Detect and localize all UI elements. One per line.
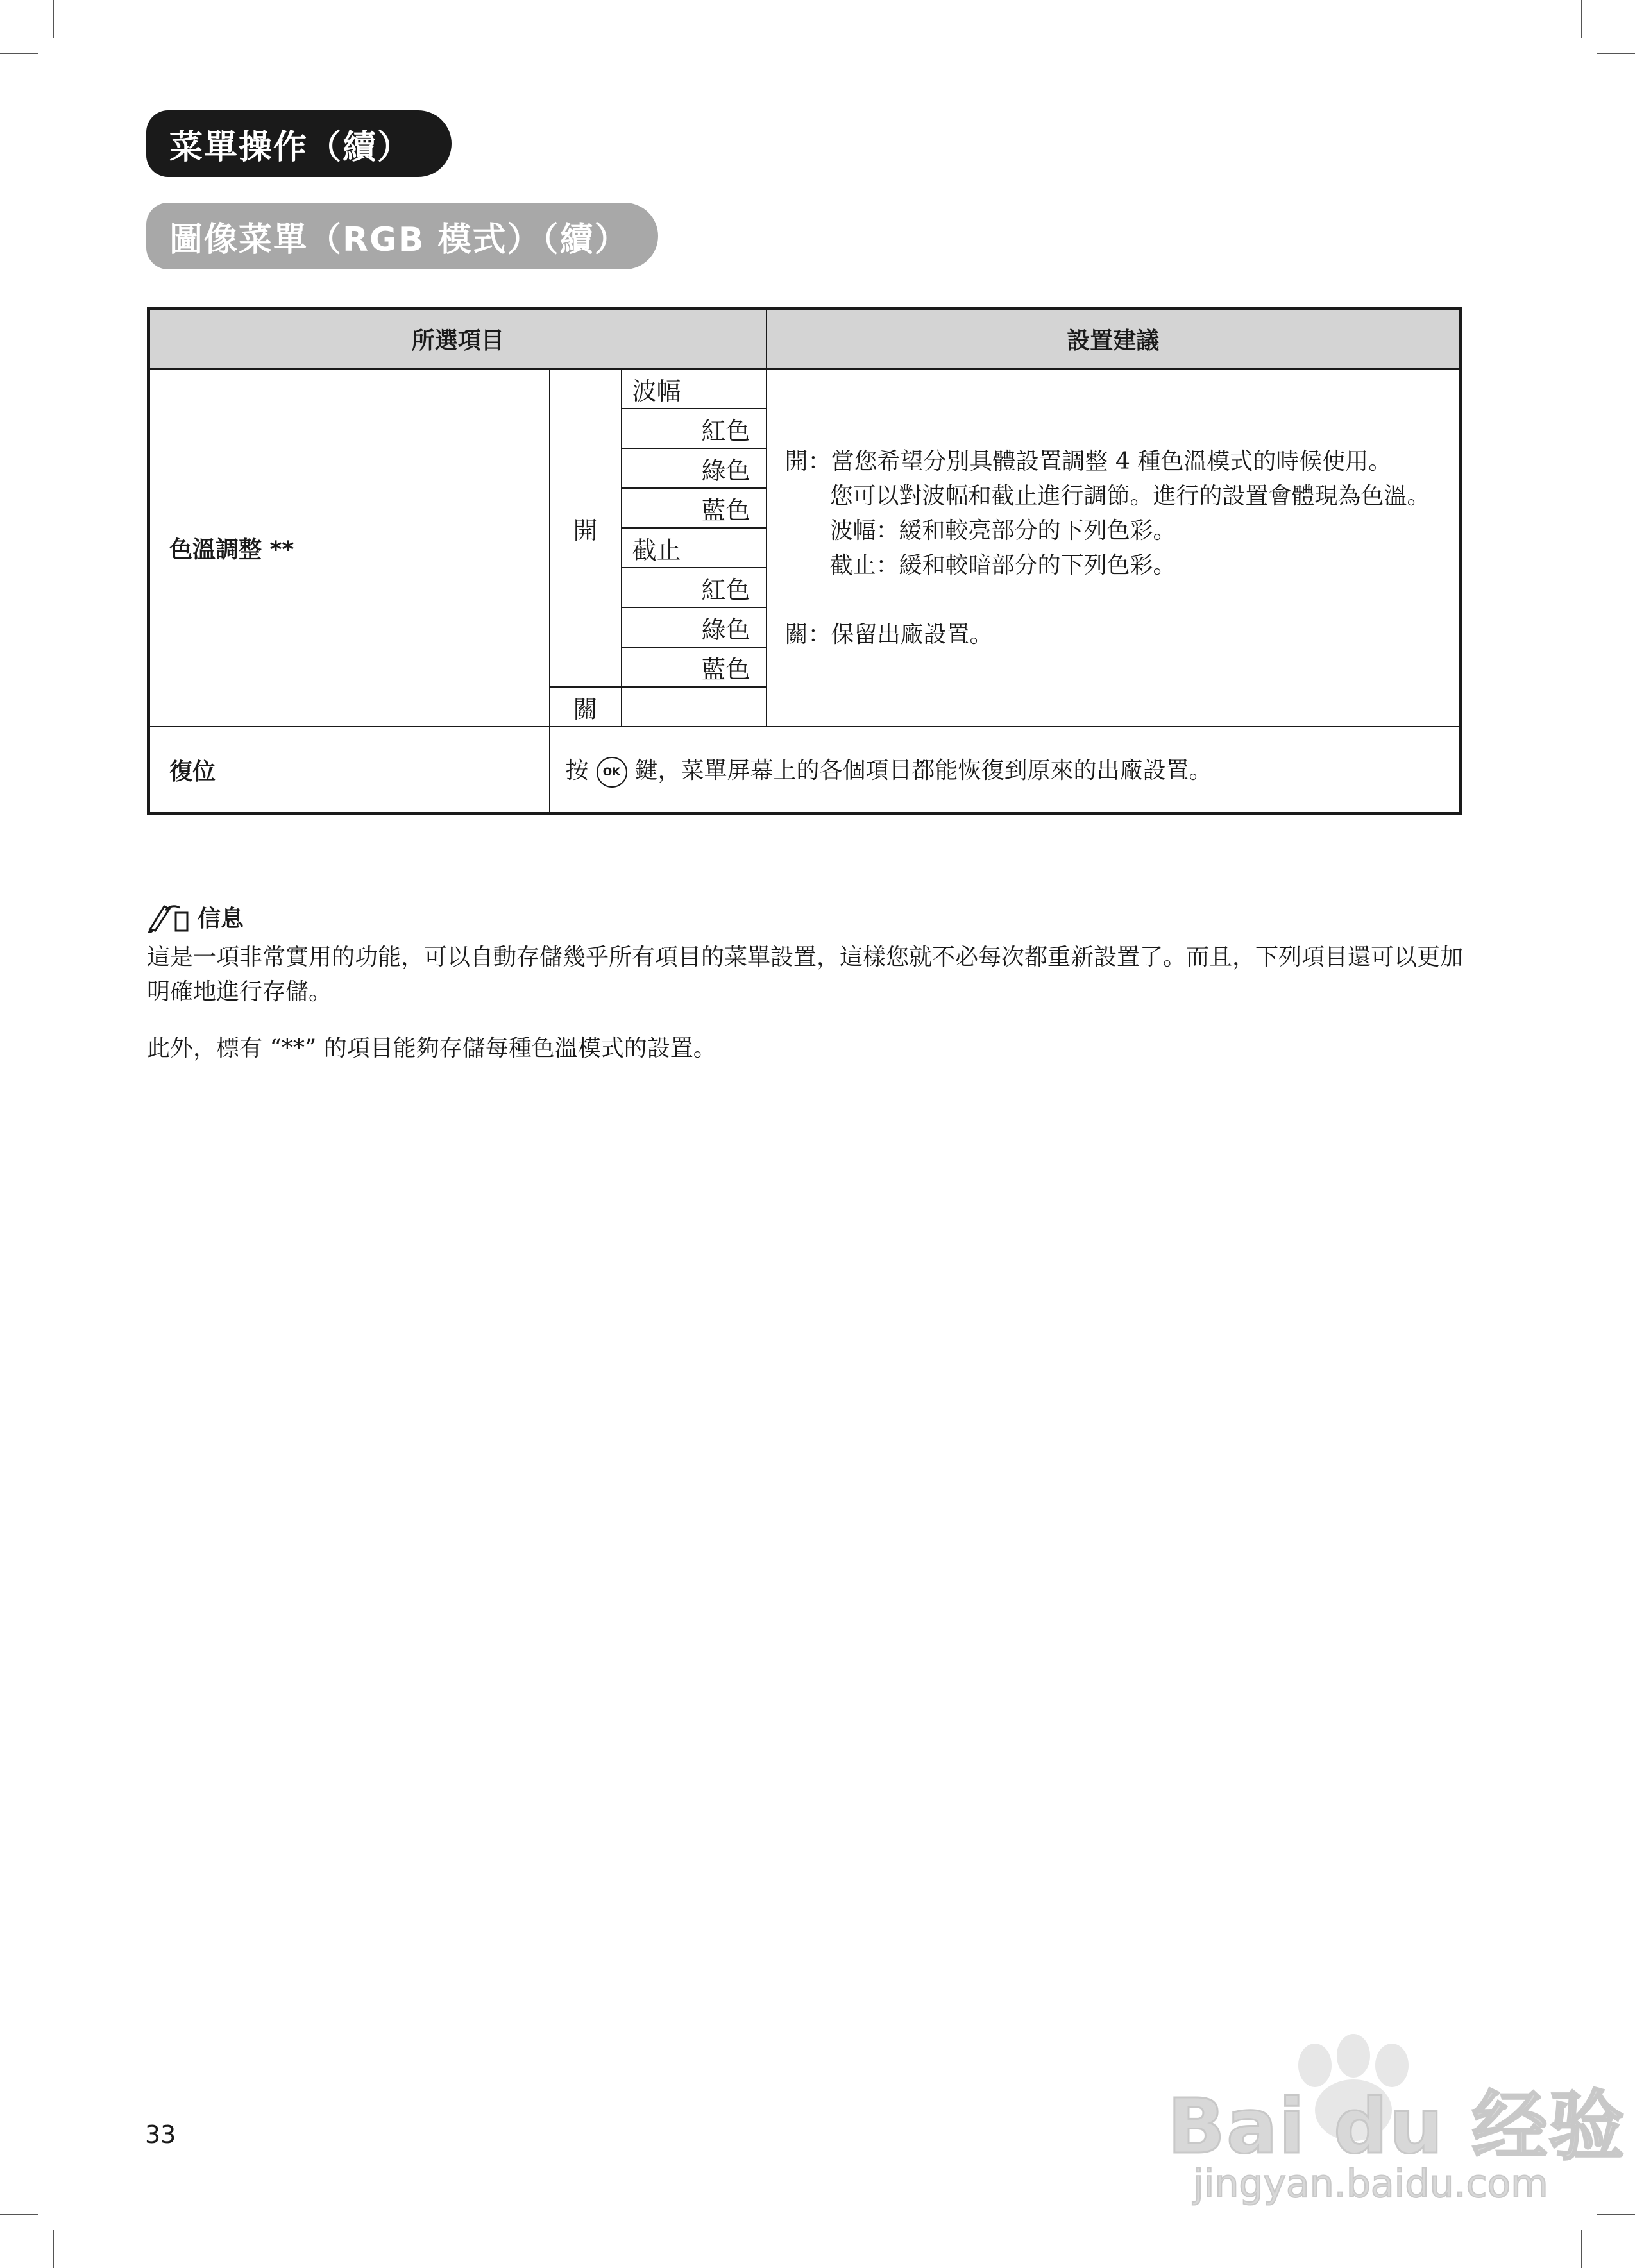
- crop-mark: [1581, 2230, 1582, 2268]
- table-row: [149, 727, 1461, 814]
- table-header-row: [149, 309, 1461, 369]
- crop-mark: [53, 0, 54, 38]
- info-paragraph-2: 此外，標有 “**” 的項目能夠存儲每種色溫模式的設置。: [147, 1035, 716, 1062]
- option-cutoff-blue: 藍色: [622, 647, 767, 687]
- desc-off-line: 關：保留出廠設置。: [784, 621, 993, 648]
- color-temp-label: 色溫調整 **: [149, 369, 550, 727]
- option-cutoff-red: 紅色: [622, 568, 767, 607]
- watermark-brand: Bai du 经验: [1167, 2082, 1626, 2171]
- ok-button-icon: OK: [597, 757, 627, 788]
- option-gain-blue: 藍色: [622, 488, 767, 528]
- crop-mark: [1581, 0, 1582, 38]
- reset-desc-after: 鍵，菜單屏幕上的各個項目都能恢復到原來的出廠設置。: [634, 757, 1212, 784]
- crop-mark: [1597, 53, 1635, 54]
- pen-note-icon: [146, 901, 198, 933]
- desc-on-line-4: 截止：緩和較暗部分的下列色彩。: [829, 552, 1176, 579]
- subsection-title: 圖像菜單（RGB 模式）（續）: [146, 203, 658, 269]
- empty-cell: [622, 687, 767, 727]
- reset-desc-before: 按: [565, 757, 589, 784]
- reset-label: 復位: [149, 727, 550, 814]
- option-gain-red: 紅色: [622, 409, 767, 448]
- crop-mark: [53, 2230, 54, 2268]
- settings-table: [147, 307, 1462, 815]
- option-off: 關: [550, 687, 622, 727]
- crop-mark: [0, 53, 38, 54]
- page-number: 33: [145, 2120, 176, 2149]
- info-title: 信息: [198, 906, 244, 932]
- desc-on-line-1: 開：當您希望分別具體設置調整 4 種色溫模式的時候使用。: [784, 448, 1392, 475]
- section-title: 菜單操作（續）: [146, 110, 452, 177]
- option-gain-green: 綠色: [622, 448, 767, 488]
- watermark-url: jingyan.baidu.com: [1193, 2162, 1548, 2206]
- crop-mark: [1597, 2214, 1635, 2215]
- desc-on-line-3: 波幅：緩和較亮部分的下列色彩。: [829, 517, 1176, 544]
- column-header-advice: 設置建議: [767, 309, 1461, 369]
- desc-on-line-2: 您可以對波幅和截止進行調節。進行的設置會體現為色溫。: [829, 482, 1430, 509]
- info-heading: [146, 901, 244, 933]
- reset-description: [550, 727, 1461, 814]
- info-paragraph-1: 這是一項非常實用的功能，可以自動存儲幾乎所有項目的菜單設置，這樣您就不必每次都重新設置了。而且，下列項目還可以更加明確地進行存儲。: [147, 944, 1464, 1005]
- option-gain: 波幅: [622, 369, 767, 409]
- option-on: 開: [550, 369, 622, 687]
- column-header-item: 所選項目: [149, 309, 767, 369]
- option-cutoff: 截止: [622, 528, 767, 568]
- table-row: [149, 369, 1461, 409]
- crop-mark: [0, 2214, 38, 2215]
- color-temp-description: [767, 369, 1461, 727]
- option-cutoff-green: 綠色: [622, 607, 767, 647]
